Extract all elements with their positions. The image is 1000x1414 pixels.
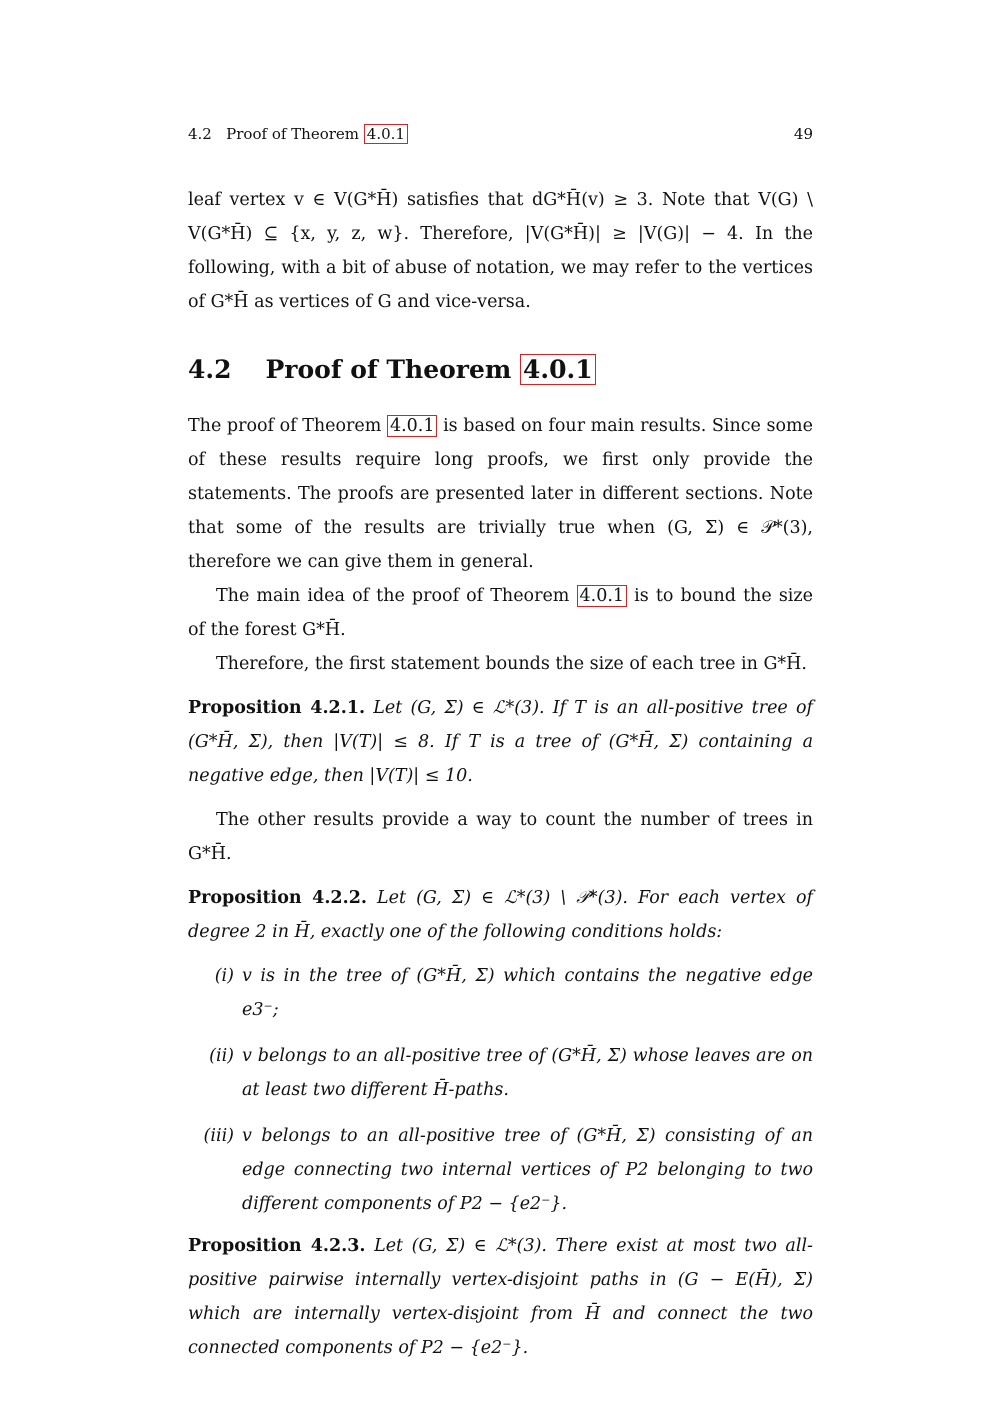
condition-item bbox=[188, 959, 813, 1027]
condition-item bbox=[188, 1039, 813, 1107]
proposition-4-2-3 bbox=[188, 1229, 813, 1365]
section-heading bbox=[188, 355, 596, 384]
header-left bbox=[188, 125, 408, 143]
section-theorem-link[interactable]: 4.0.1 bbox=[520, 354, 596, 385]
para2-after: is to bound the size of the forest G*H̄. bbox=[188, 586, 813, 640]
para1-theorem-link[interactable]: 4.0.1 bbox=[387, 415, 438, 437]
prop3-title: Proposition 4.2.3. bbox=[188, 1236, 366, 1256]
header-title: Proof of Theorem bbox=[226, 125, 360, 143]
prop1-text: Let (G, Σ) ∈ ℒ*(3). If T is an all-positive tree of (G*H̄, Σ), then |V(T)| ≤ 8. If T is a tree of (G*H̄, Σ) containing a negative edge, then |V(T)| ≤ 10. bbox=[188, 698, 813, 786]
proposition-4-2-1 bbox=[188, 691, 813, 793]
page-number: 49 bbox=[793, 125, 813, 143]
section-number: 4.2 bbox=[188, 355, 232, 384]
paragraph-1 bbox=[188, 409, 813, 579]
condition-label: (i) bbox=[214, 966, 234, 986]
intro-paragraph bbox=[188, 183, 813, 319]
paragraph-2 bbox=[188, 579, 813, 647]
section-title: Proof of Theorem bbox=[265, 355, 512, 384]
condition-label: (iii) bbox=[203, 1126, 234, 1146]
para2-before: The main idea of the proof of Theorem bbox=[216, 586, 570, 606]
proposition-4-2-2 bbox=[188, 881, 813, 949]
condition-item bbox=[188, 1119, 813, 1221]
prop3-text: Let (G, Σ) ∈ ℒ*(3). There exist at most two all-positive pairwise internally vertex-disjoint paths in (G − E(H̄), Σ) which are internally vertex-disjoint from H̄ and connect the two connected components of P2 − {e2⁻}. bbox=[188, 1236, 813, 1358]
para1-after: is based on four main results. Since some of these results require long proofs, we first only provide the statements. The proofs are presented later in different sections. Note that some of the results are trivially true when (G, Σ) ∈ 𝒫*(3), therefore we can give them in general. bbox=[188, 416, 813, 572]
running-header bbox=[188, 125, 813, 143]
condition-text: v belongs to an all-positive tree of (G*H̄, Σ) whose leaves are on at least two different H̄-paths. bbox=[242, 1046, 813, 1100]
para2-theorem-link[interactable]: 4.0.1 bbox=[577, 585, 628, 607]
intro-text: leaf vertex v ∈ V(G*H̄) satisfies that dG*H̄(v) ≥ 3. Note that V(G) \ V(G*H̄) ⊆ {x, y, z, w}. Therefore, |V(G*H̄)| ≥ |V(G)| − 4. In the following, with a bit of abuse of notation, we may refer to the vertices of G*H̄ as vertices of G and vice-versa. bbox=[188, 190, 813, 312]
prop2-condition-list bbox=[188, 959, 813, 1221]
condition-text: v belongs to an all-positive tree of (G*H̄, Σ) consisting of an edge connecting two internal vertices of P2 belonging to two different components of P2 − {e2⁻}. bbox=[242, 1126, 813, 1214]
paragraph-3: Therefore, the first statement bounds the size of each tree in G*H̄. bbox=[216, 654, 807, 674]
para1-before: The proof of Theorem bbox=[188, 416, 382, 436]
header-theorem-link[interactable]: 4.0.1 bbox=[364, 124, 408, 144]
condition-text: v is in the tree of (G*H̄, Σ) which contains the negative edge e3⁻; bbox=[242, 966, 813, 1020]
prop2-title: Proposition 4.2.2. bbox=[188, 888, 367, 908]
main-body bbox=[188, 409, 813, 1365]
prop1-title: Proposition 4.2.1. bbox=[188, 698, 366, 718]
condition-label: (ii) bbox=[209, 1046, 234, 1066]
paragraph-4: The other results provide a way to count the number of trees in G*H̄. bbox=[188, 810, 813, 864]
header-section-number: 4.2 bbox=[188, 125, 212, 143]
prop2-text: Let (G, Σ) ∈ ℒ*(3) \ 𝒫*(3). For each vertex of degree 2 in H̄, exactly one of the following conditions holds: bbox=[188, 888, 813, 942]
